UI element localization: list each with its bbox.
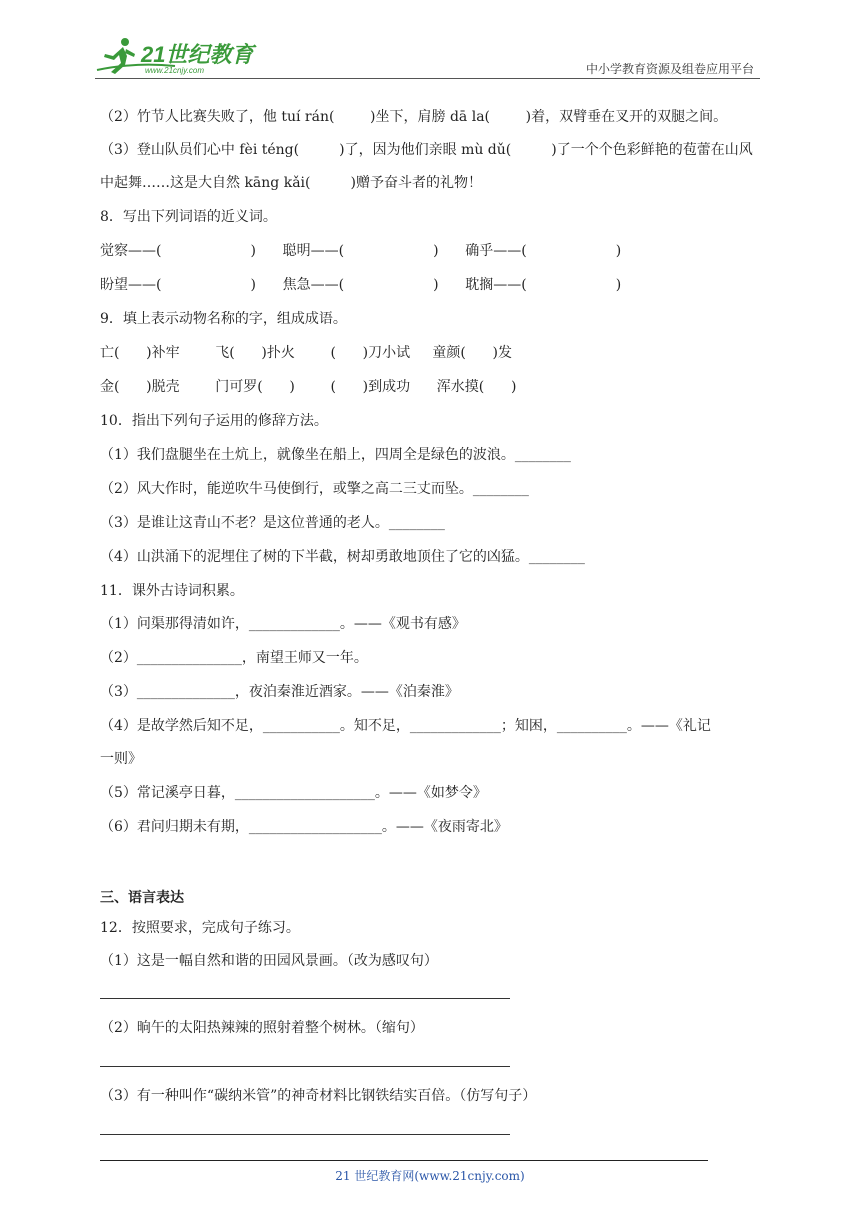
question-9-title: 9．填上表示动物名称的字，组成成语。: [100, 311, 347, 327]
question-12-3: （3）有一种叫作“碳纳米管”的神奇材料比钢铁结实百倍。（仿写句子）: [100, 1088, 537, 1104]
question-11-4: （4）是故学然后知不足，___________。知不足，_____________；知困，__________。——《礼记: [100, 718, 711, 734]
question-12-1: （1）这是一幅自然和谐的田园风景画。（改为感叹句）: [100, 953, 438, 969]
question-10-4: （4）山洪涌下的泥埋住了树的下半截，树却勇敢地顶住了它的凶猛。________: [100, 549, 585, 565]
question-11-6: （6）君问归期未有期，___________________。——《夜雨寄北》: [100, 819, 508, 835]
question-10-title: 10．指出下列句子运用的修辞方法。: [100, 413, 328, 429]
question-11-3: （3）______________，夜泊秦淮近酒家。——《泊秦淮》: [100, 684, 459, 700]
question-7-3-cont: 中起舞……这是大自然 kāng kǎi( )赠予奋斗者的礼物！: [100, 175, 482, 191]
logo-text: 21世纪教育: [141, 42, 254, 67]
question-11-title: 11．课外古诗词积累。: [100, 583, 244, 599]
logo-url: www.21cnjy.com: [145, 66, 204, 75]
question-7-3: （3）登山队员们心中 fèi téng( )了，因为他们亲眼 mù dǔ( )了一个个色彩鲜艳的苞蕾在山风: [100, 142, 753, 158]
header-divider: [95, 78, 760, 79]
footer-text: 21 世纪教育网(www.21cnjy.com): [335, 1169, 525, 1183]
answer-line-12-2[interactable]: [100, 1066, 510, 1067]
question-8-title: 8．写出下列词语的近义词。: [100, 209, 277, 225]
logo: [95, 36, 265, 76]
platform-name: 中小学教育资源及组卷应用平台: [585, 62, 754, 76]
question-8-row1: 觉察——( ) 聪明——( ) 确乎——( ): [100, 243, 622, 259]
answer-line-12-1[interactable]: [100, 998, 510, 999]
question-11-4-cont: 一则》: [100, 751, 142, 767]
question-11-2: （2）_______________，南望王师又一年。: [100, 650, 368, 666]
footer-divider: [100, 1160, 708, 1161]
question-9-row1: 亡( )补牢 飞( )扑火 ( )刀小试 童颜( )发: [100, 345, 512, 361]
question-12-2: （2）晌午的太阳热辣辣的照射着整个树林。（缩句）: [100, 1020, 424, 1036]
section-3-title: 三、语言表达: [100, 890, 184, 906]
question-11-1: （1）问渠那得清如许，_____________。——《观书有感》: [100, 616, 466, 632]
answer-line-12-3[interactable]: [100, 1134, 510, 1135]
question-11-5: （5）常记溪亭日暮，____________________。——《如梦令》: [100, 785, 487, 801]
question-7-2: （2）竹节人比赛失败了，他 tuí rán( )坐下，肩膀 dā la( )着，双臂垂在叉开的双腿之间。: [100, 109, 728, 125]
page-header: [95, 28, 760, 78]
question-10-1: （1）我们盘腿坐在土炕上，就像坐在船上，四周全是绿色的波浪。________: [100, 447, 571, 463]
question-9-row2: 金( )脱壳 门可罗( ) ( )到成功 浑水摸( ): [100, 379, 517, 395]
question-8-row2: 盼望——( ) 焦急——( ) 耽搁——( ): [100, 277, 622, 293]
question-12-title: 12．按照要求，完成句子练习。: [100, 920, 300, 936]
question-10-2: （2）风大作时，能逆吹牛马使倒行，或擎之高二三丈而坠。________: [100, 481, 529, 497]
question-10-3: （3）是谁让这青山不老？是这位普通的老人。________: [100, 515, 445, 531]
